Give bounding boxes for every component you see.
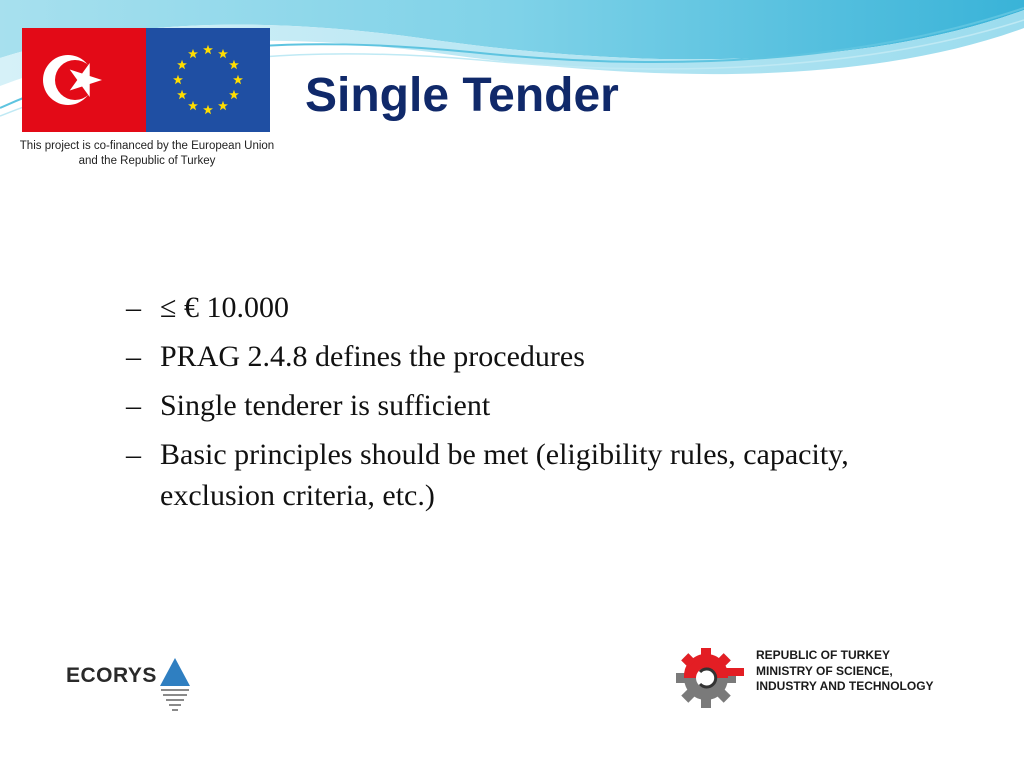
list-item: [126, 385, 886, 426]
bullet-text: ≤ € 10.000: [160, 291, 289, 324]
ministry-line: MINISTRY OF SCIENCE,: [756, 663, 893, 678]
ministry-line: INDUSTRY AND TECHNOLOGY: [756, 679, 934, 693]
bullet-list: [126, 287, 886, 524]
ministry-line: REPUBLIC OF TURKEY: [756, 648, 891, 662]
ministry-gear-icon: [668, 644, 748, 708]
turkey-flag-icon: [22, 28, 146, 132]
list-item: [126, 287, 886, 328]
ecorys-triangle-icon: [158, 656, 192, 716]
eu-flag-icon: [146, 28, 270, 132]
ecorys-label: ECORYS: [66, 664, 157, 687]
bullet-dash: –: [126, 438, 141, 471]
list-item: [126, 336, 886, 377]
bullet-dash: –: [126, 389, 141, 422]
cofinance-note: This project is co-financed by the European Union and the Republic of Turkey: [19, 140, 275, 167]
bullet-text: Single tenderer is sufficient: [160, 389, 491, 422]
list-item: [126, 434, 886, 516]
bullet-text: PRAG 2.4.8 defines the procedures: [160, 340, 585, 373]
bullet-dash: –: [126, 291, 141, 324]
slide-title: Single Tender: [305, 69, 619, 122]
ministry-label: [756, 648, 976, 695]
bullet-text: Basic principles should be met (eligibility rules, capacity, exclusion criteria, etc.): [160, 438, 849, 512]
bullet-dash: –: [126, 340, 141, 373]
